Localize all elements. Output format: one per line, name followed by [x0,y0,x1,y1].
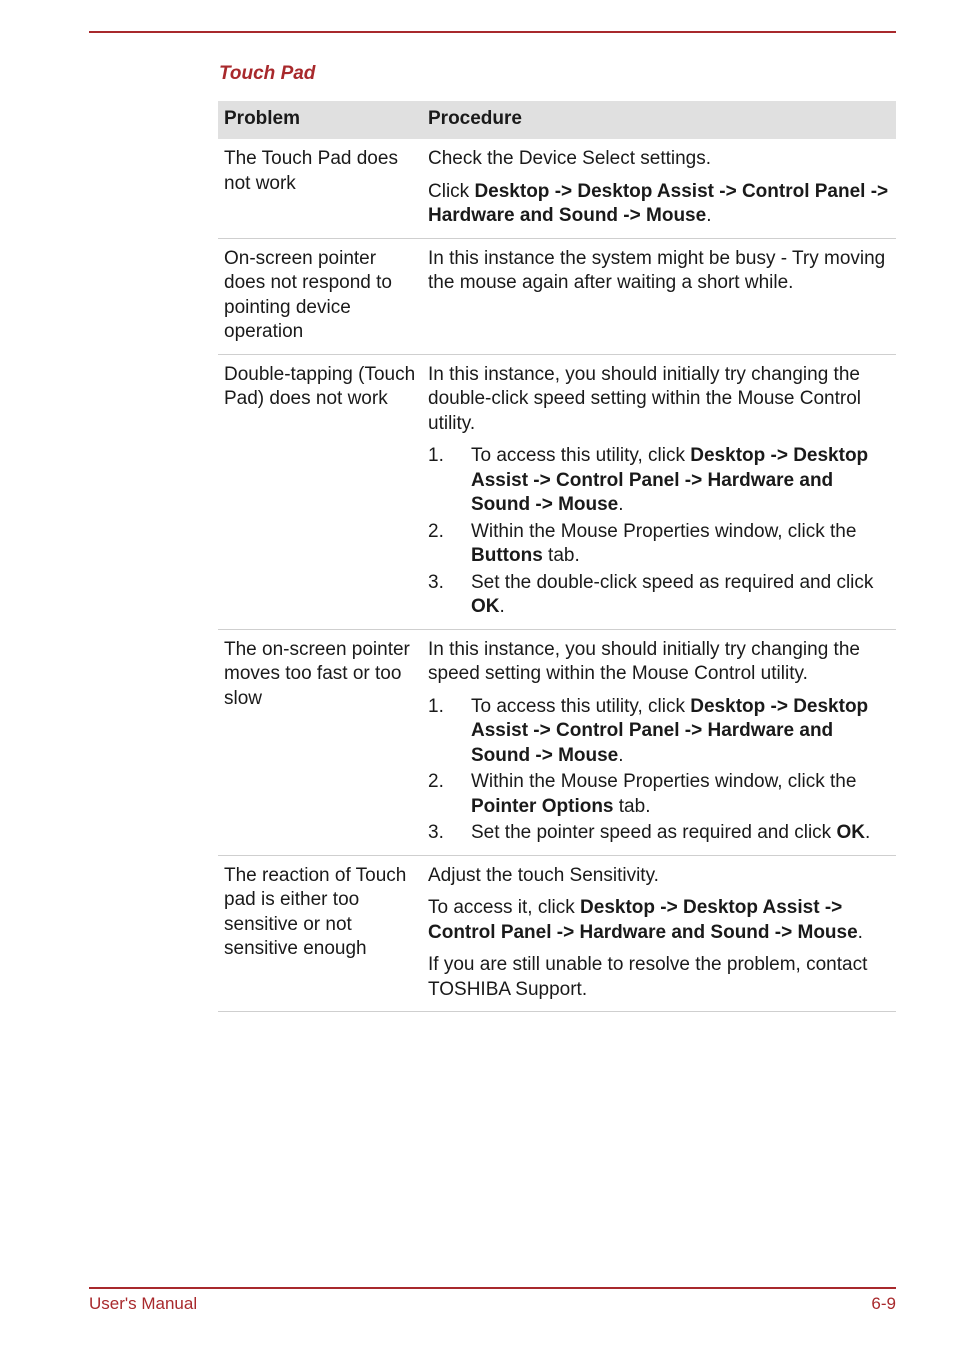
button-name: OK [471,596,500,617]
menu-path: Desktop -> Desktop Assist -> Control Panel -> Hardware and Sound -> Mouse [428,180,889,226]
procedure-text: If you are still unable to resolve the problem, contact TOSHIBA Support. [428,954,868,1000]
text-span: Set the pointer speed as required and click [471,822,837,843]
procedure-text: Check the Device Select settings. [428,148,712,169]
procedure-cell [422,629,896,855]
step-number: 1. [428,695,444,717]
list-item [428,520,890,569]
text-span: Within the Mouse Properties window, click the [471,520,857,542]
text-span: . [706,205,712,226]
table-row [218,855,896,1012]
procedure-text [428,896,890,945]
step-number: 2. [428,520,444,542]
menu-path: Desktop -> Desktop Assist -> Control Panel -> Hardware and Sound -> Mouse [428,897,858,943]
section-title: Touch Pad [219,63,316,84]
column-header-problem: Problem [218,101,422,139]
text-span: . [857,921,863,943]
text-span: To access this utility, click [471,695,691,717]
text-span: To access this utility, click [471,445,691,466]
list-item [428,444,890,518]
table-row [218,629,896,855]
procedure-text: In this instance, you should initially try changing the speed setting within the Mouse Control utility. [428,638,860,684]
tab-name: Buttons [471,545,543,566]
text-span: To access it, click [428,897,581,918]
steps-list [428,695,890,846]
procedure-cell [422,238,896,354]
table-row [218,238,896,354]
text-span: . [618,744,624,766]
text-span: . [618,494,624,515]
procedure-text [428,180,890,229]
text-span: . [864,822,871,843]
step-text [471,821,890,846]
table-row [218,139,896,238]
button-name: OK [836,822,865,843]
step-text [471,571,890,620]
text-span: tab. [613,795,651,817]
procedure-text: Adjust the touch Sensitivity. [428,864,659,886]
step-text [471,695,890,769]
problem-cell: Double-tapping (Touch Pad) does not work [218,354,422,629]
tab-name: Pointer Options [471,795,614,817]
step-number: 2. [428,771,444,792]
text-span: tab. [542,545,580,566]
page-number: 6-9 [871,1294,896,1313]
procedure-text: In this instance the system might be busy - Try moving the mouse again after waiting a short while. [428,247,886,293]
step-number: 1. [428,445,444,466]
step-number: 3. [428,571,444,593]
step-number: 3. [428,822,444,843]
list-item [428,821,890,846]
text-span: . [499,596,505,617]
column-header-procedure: Procedure [422,101,896,139]
header-rule [89,31,896,33]
procedure-cell [422,354,896,629]
table-row [218,354,896,629]
text-span: Set the double-click speed as required and click [471,571,874,593]
menu-path: Desktop -> Desktop Assist -> Control Panel -> Hardware and Sound -> Mouse [471,445,869,515]
procedure-cell [422,139,896,238]
list-item [428,770,890,819]
problem-cell: The on-screen pointer moves too fast or too slow [218,629,422,855]
step-text [471,770,890,819]
text-span: Within the Mouse Properties window, click the [471,771,857,792]
list-item [428,695,890,769]
text-span: Click [428,180,475,202]
problem-cell: The Touch Pad does not work [218,139,422,238]
troubleshooting-table [218,101,896,1012]
procedure-cell [422,855,896,1012]
list-item [428,571,890,620]
menu-path: Desktop -> Desktop Assist -> Control Panel -> Hardware and Sound -> Mouse [471,695,869,766]
footer-manual-title: User's Manual [89,1294,198,1313]
footer-rule [89,1287,896,1289]
steps-list [428,444,890,620]
table-header-row [218,101,896,139]
problem-cell: On-screen pointer does not respond to pointing device operation [218,238,422,354]
step-text [471,520,890,569]
procedure-text: In this instance, you should initially try changing the double-click speed setting within the Mouse Control utility. [428,363,862,434]
step-text [471,444,890,518]
problem-cell: The reaction of Touch pad is either too sensitive or not sensitive enough [218,855,422,1012]
